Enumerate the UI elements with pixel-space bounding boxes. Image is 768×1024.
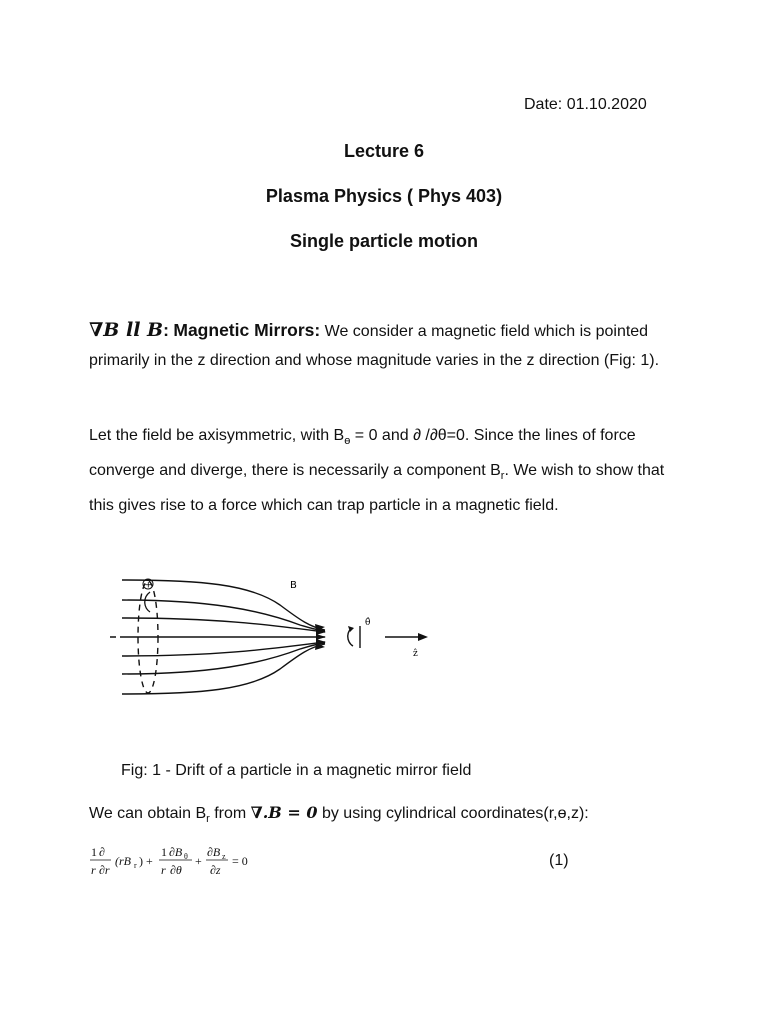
svg-text:∂B: ∂B [169,845,183,859]
label-b: B [290,580,297,591]
paragraph-divergence [89,803,589,825]
magnetic-mirror-figure [110,570,450,720]
paragraph-text: We consider a magnetic field which is pointed primarily in the z direction and whose magnitude varies in the z direction (Fig: 1). [89,323,660,369]
p2-text-a: Let the field be axisymmetric, with B [89,427,345,444]
svg-text:∂z: ∂z [210,863,221,877]
p3-c: from [209,805,251,822]
field-line [122,642,325,656]
svg-text:∂: ∂ [99,845,105,859]
svg-text:∂θ: ∂θ [170,863,182,877]
plus-label: + [144,580,153,591]
figure-caption: Fig: 1 - Drift of a particle in a magnetic mirror field [121,762,472,779]
z-arrowhead [418,633,428,641]
course-title: Plasma Physics ( Phys 403) [265,186,503,206]
p3-a: We can obtain B [89,805,207,822]
svg-text:= 0: = 0 [232,854,248,868]
p3-sub-r: r [206,813,210,826]
label-z: ẑ [413,649,418,659]
topic-title: Single particle motion [289,231,479,251]
arrowhead [316,634,326,640]
p2-sub-r: r [500,470,505,483]
p2-sub-theta: ɵ [344,435,351,448]
svg-text:z: z [222,852,226,861]
svg-text:) +: ) + [139,854,153,868]
p3-d: by using cylindrical coordinates(r,ɵ,z): [317,805,589,822]
svg-text:r: r [161,863,166,877]
svg-text:1: 1 [161,845,167,859]
svg-text:1: 1 [91,845,97,859]
paragraph-axisymmetric [89,421,689,520]
svg-text:+: + [195,854,202,868]
field-line [122,618,325,632]
equation-graphic [89,843,289,883]
grad-b-symbol: ∇B ll B [89,319,164,341]
div-b-math: ∇.B = 0 [250,803,318,822]
equation-number: (1) [549,852,569,869]
lecture-title: Lecture 6 [343,141,425,161]
date-line: Date: 01.10.2020 [524,96,647,113]
svg-text:∂B: ∂B [207,845,221,859]
svg-text:r: r [134,861,137,870]
p2-text-e: . We wish to show that this gives rise to a force which can trap particle in a magnetic field. [89,462,665,515]
svg-text:(rB: (rB [115,854,131,868]
p2-text-c: = 0 and ∂ /∂θ=0. Since the lines of force converge and diverge, there is necessarily a component B [89,427,636,480]
paragraph-magnetic-mirrors [89,316,689,375]
label-theta: θ̂ [365,618,371,628]
symbol-colon: : [163,320,169,340]
heading-colon: : [314,320,321,340]
svg-text:∂r: ∂r [99,863,110,877]
gyration-arc [145,592,150,612]
section-heading: Magnetic Mirrors [173,320,315,340]
equation-1 [89,843,289,887]
svg-text:r: r [91,863,96,877]
svg-text:θ: θ [184,852,188,861]
